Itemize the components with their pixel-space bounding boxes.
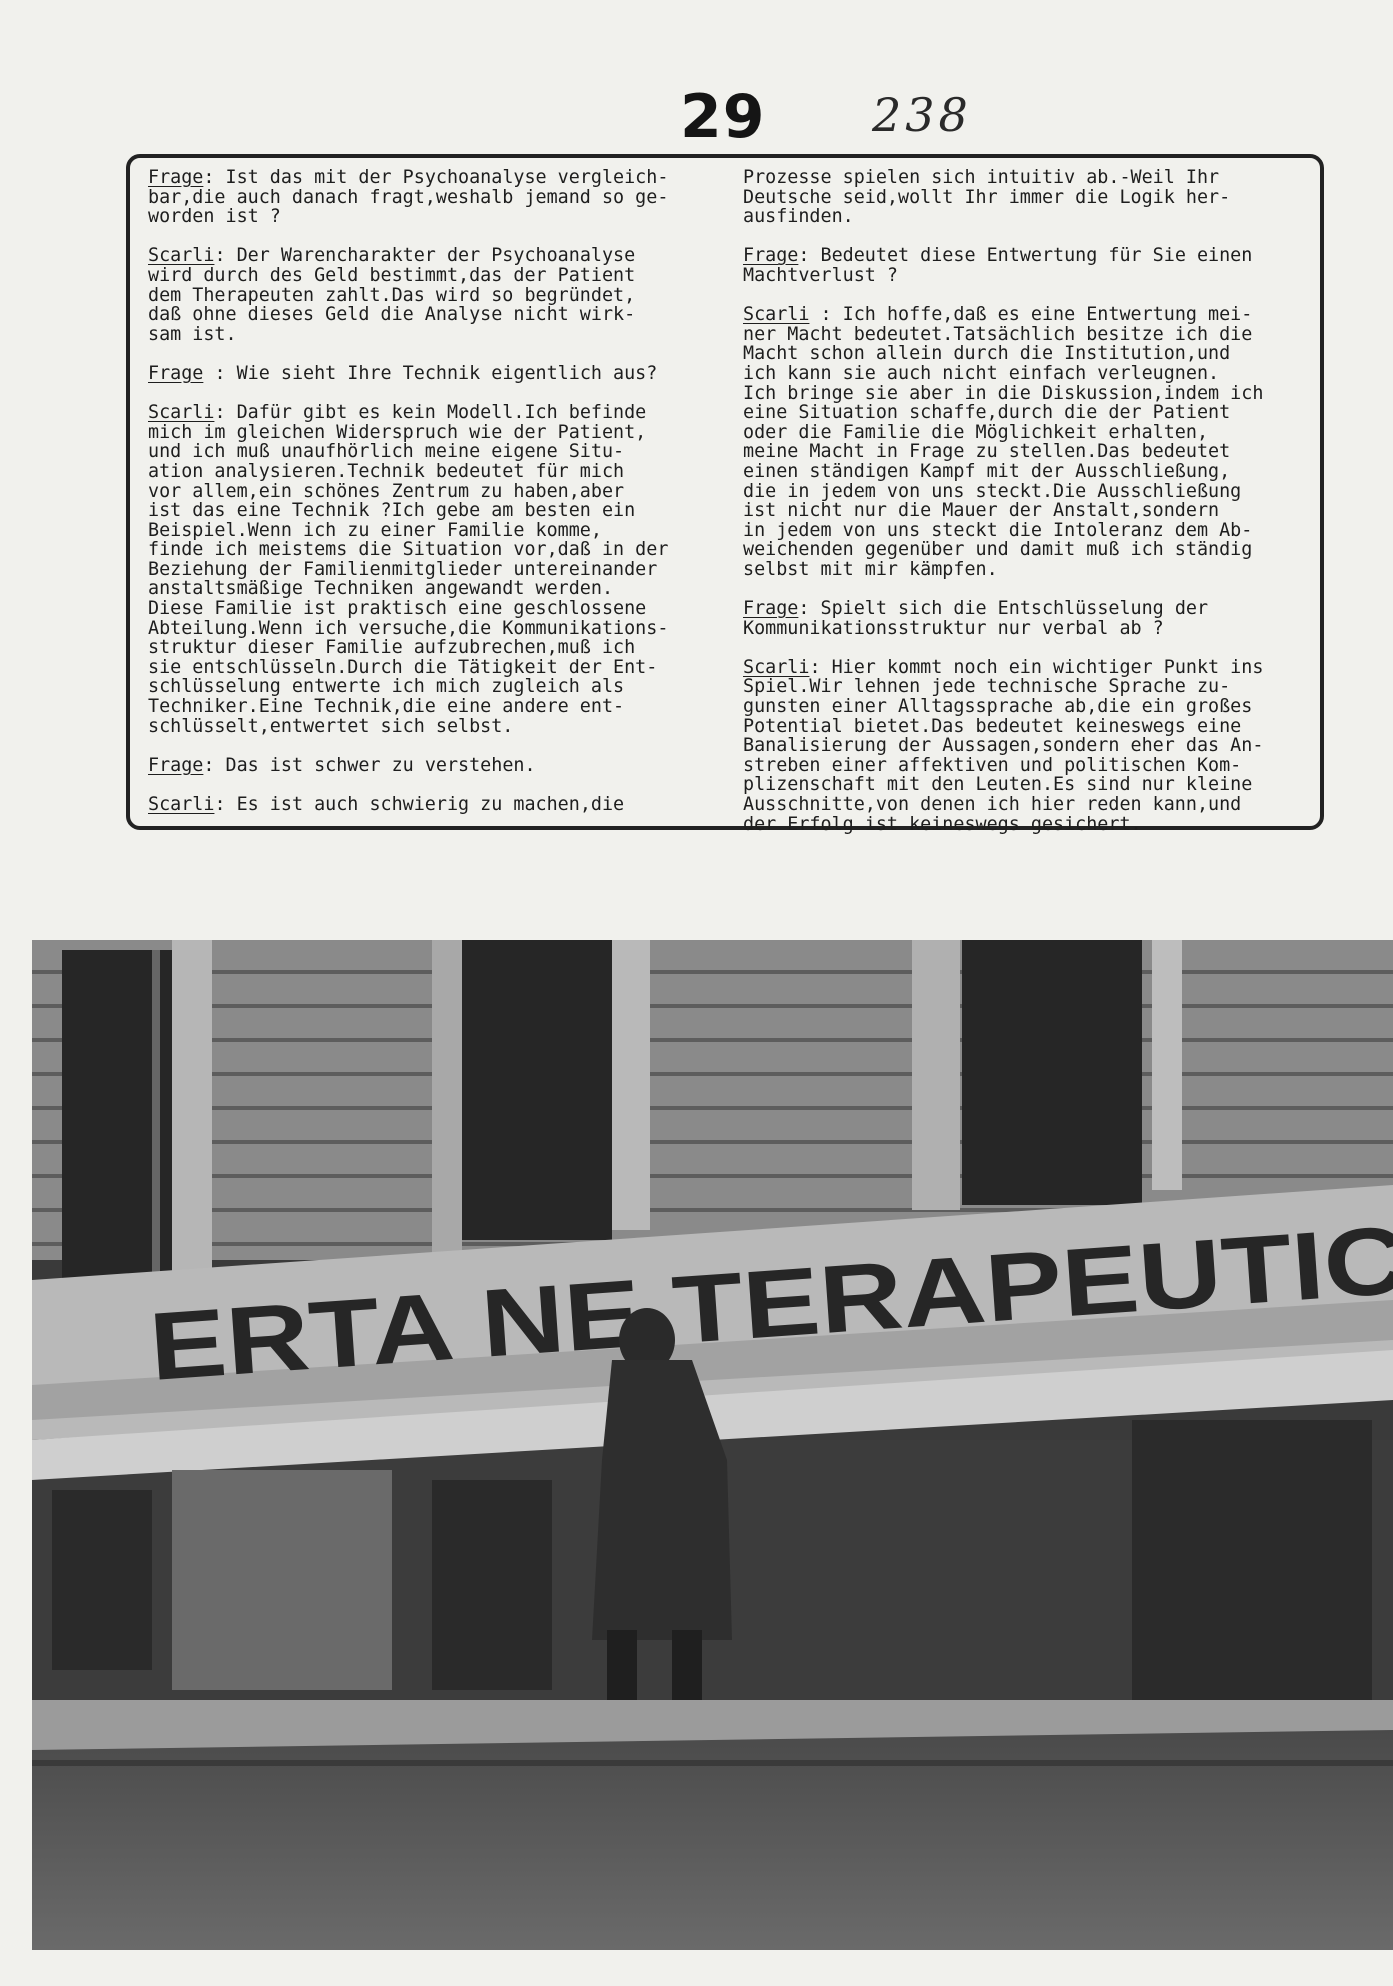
speaker-label: Frage [148,167,204,188]
page-number: 29 [680,82,766,152]
line-text: : Das ist schwer zu verstehen. [203,754,536,776]
text-line: sam ist. [148,323,237,345]
text-line: Beziehung der Familienmitglieder untereinander [148,558,658,580]
speaker-label: Scarli [148,794,215,815]
text-line: ausfinden. [743,206,854,228]
right-paragraph [743,658,1263,834]
text-line: und ich muß unaufhörlich meine eigene Situ- [148,441,625,463]
speaker-label: Scarli [743,304,810,326]
text-line: dem Therapeuten zahlt.Das wird so begründet, [148,284,636,306]
text-line: anstaltsmäßige Techniken angewandt werden. [148,578,614,600]
line-text: : Bedeutet diese Entwertung für Sie einen [798,245,1253,267]
speaker-label: Scarli [148,245,215,267]
text-line: die in jedem von uns steckt.Die Ausschließung [743,480,1242,502]
text-line: Banalisierung der Aussagen,sondern eher das An- [743,735,1264,757]
text-line: selbst mit mir kämpfen. [743,558,998,580]
text-line: Prozesse spielen sich intuitiv ab.-Weil Ihr [743,167,1220,188]
speaker-label: Scarli [743,656,810,678]
text-line: vor allem,ein schönes Zentrum zu haben,aber [148,480,625,502]
left-column [148,168,668,815]
text-line: wird durch des Geld bestimmt,das der Patient [148,264,636,286]
text-line: Beispiel.Wenn ich zu einer Familie komme, [148,519,602,541]
text-line [148,403,668,423]
left-paragraph [148,756,668,776]
left-paragraph [148,795,668,815]
line-text: : Der Warencharakter der Psychoanalyse [214,245,636,267]
building-photograph [32,940,1393,1950]
line-text: : Es ist auch schwierig zu machen,die [214,794,625,815]
text-line: bar,die auch danach fragt,weshalb jemand so ge- [148,186,669,208]
interview-text-box [126,154,1324,835]
text-line: daß ohne dieses Geld die Analyse nicht wirk- [148,304,636,326]
text-line: einen ständigen Kampf mit der Ausschließung, [743,460,1231,482]
line-text: : Wie sieht Ihre Technik eigentlich aus? [203,362,658,384]
text-line: ist das eine Technik ?Ich gebe am besten ein [148,500,636,522]
text-line: Ich bringe sie aber in die Diskussion,indem ich [743,382,1264,404]
text-line: ich kann sie auch nicht einfach verleugnen. [743,362,1220,384]
right-paragraph [743,246,1263,285]
text-line [148,756,668,776]
text-line: Abteilung.Wenn ich versuche,die Kommunikations- [148,617,669,639]
text-line: oder die Familie die Möglichkeit erhalten, [743,421,1209,443]
text-line: gunsten einer Alltagssprache ab,die ein großes [743,696,1253,718]
text-line [743,246,1263,266]
text-line [743,658,1263,678]
text-line [148,795,668,815]
text-line: Machtverlust ? [743,264,899,286]
text-line: plizenschaft mit den Leuten.Es sind nur kleine [743,774,1253,796]
text-line: Ausschnitte,von denen ich hier reden kann,und [743,794,1242,815]
text-line: Deutsche seid,wollt Ihr immer die Logik her- [743,186,1231,208]
text-line [148,246,668,266]
line-text: : Hier kommt noch ein wichtiger Punkt ins [809,656,1264,678]
text-line: schlüsselung entwerte ich mich zugleich als [148,676,625,698]
text-line: weichenden gegenüber und damit muß ich ständig [743,539,1253,561]
sign-lettering: ERTA NE TERAPEUTIC [146,1220,1202,1401]
text-line [148,364,668,384]
speaker-label: Frage [148,362,204,384]
text-line: Kommunikationsstruktur nur verbal ab ? [743,617,1164,639]
text-line: Diese Familie ist praktisch eine geschlossene [148,598,647,620]
speaker-label: Frage [148,754,204,776]
archive-number: 238 [872,88,972,142]
text-line [148,168,668,188]
text-line: streben einer affektiven und politischen Kom- [743,754,1242,776]
text-line: in jedem von uns steckt die Intoleranz dem Ab- [743,519,1253,541]
text-line: schlüsselt,entwertet sich selbst. [148,715,514,737]
line-text: : Ich hoffe,daß es eine Entwertung mei- [809,304,1253,326]
text-line: eine Situation schaffe,durch die der Patient [743,402,1231,424]
text-line: sie entschlüsseln.Durch die Tätigkeit der Ent- [148,656,658,678]
line-text: : Spielt sich die Entschlüsselung der [798,598,1209,620]
text-line: ist nicht nur die Mauer der Anstalt,sondern [743,500,1220,522]
text-line: Potential bietet.Das bedeutet keineswegs eine [743,715,1242,737]
text-line: Techniker.Eine Technik,die eine andere ent- [148,696,625,718]
left-paragraph [148,403,668,736]
right-paragraph [743,599,1263,638]
right-column [743,168,1263,834]
text-line: mich im gleichen Widerspruch wie der Patient, [148,421,647,443]
line-text: : Ist das mit der Psychoanalyse vergleich- [203,167,669,188]
text-line [743,599,1263,619]
right-paragraph [743,168,1263,227]
text-line: Spiel.Wir lehnen jede technische Sprache zu- [743,676,1231,698]
speaker-label: Frage [743,598,799,620]
left-paragraph [148,246,668,344]
speaker-label: Scarli [148,402,215,424]
text-line: meine Macht in Frage zu stellen.Das bedeutet [743,441,1231,463]
line-text: : Dafür gibt es kein Modell.Ich befinde [214,402,647,424]
text-line: worden ist ? [148,206,281,228]
right-paragraph [743,305,1263,579]
text-line: der Erfolg ist keineswegs gesichert. [743,813,1142,835]
speaker-label: Frage [743,245,799,267]
text-line [743,305,1263,325]
text-line: ation analysieren.Technik bedeutet für mich [148,460,625,482]
text-line: finde ich meistems die Situation vor,daß in der [148,539,669,561]
left-paragraph [148,364,668,384]
text-line: Macht schon allein durch die Institution,und [743,343,1231,365]
text-line: ner Macht bedeutet.Tatsächlich besitze ich die [743,323,1253,345]
text-line: struktur dieser Familie aufzubrechen,muß ich [148,637,636,659]
left-paragraph [148,168,668,227]
